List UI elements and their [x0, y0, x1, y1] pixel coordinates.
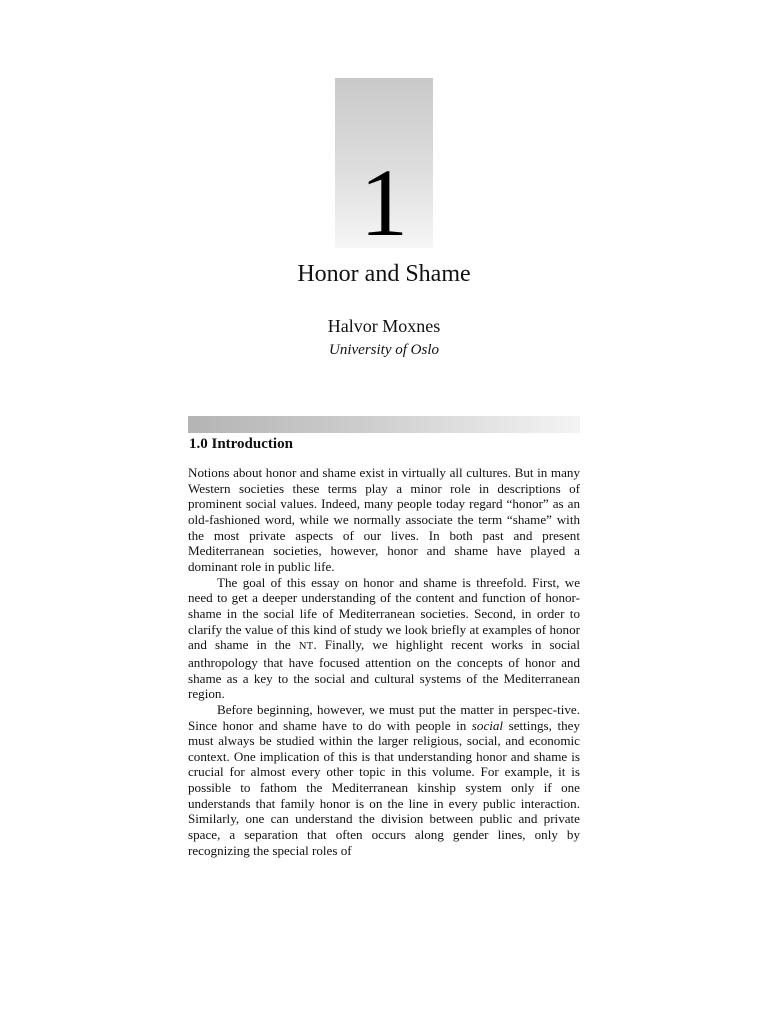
- nt-abbreviation: NT: [298, 641, 314, 653]
- paragraph-3-text-b: settings, they must always be studied within the larger religious, social, and economic context. One implication of this is that understanding honor and shame is crucial for almost every other topic in this volume. For example, it is possible to fathom the Mediterranean kinship system only if one understands that family honor is on the line in every public interaction. Similarly, one can understand the division between public and private space, a separation that often occurs along gender lines, only by recognizing the special roles of: [188, 717, 580, 858]
- emphasized-word: social: [471, 717, 504, 733]
- author-affiliation: University of Oslo: [329, 342, 439, 358]
- paragraph-2: [188, 575, 580, 702]
- author-name: Halvor Moxnes: [327, 316, 441, 336]
- chapter-number: 1: [360, 149, 408, 256]
- paragraph-1: [188, 465, 580, 575]
- paragraph-2-text-a: The goal of this essay on honor and shame is threefold. First, we need to get a deeper understanding of the content and function of honor-shame in the social life of Mediterranean societies. Second, in order to clarify the value of this kind of study we look briefly at examples of honor and shame in the: [188, 574, 580, 653]
- body-text: [188, 465, 580, 858]
- paragraph-2-text-b: . Finally, we highlight recent works in social anthropology that have focused attention on the concepts of honor and shame as a key to the social and cultural systems of the Mediterranean region.: [188, 637, 580, 702]
- paragraph-3: [188, 702, 580, 859]
- section-heading: 1.0 Introduction: [189, 436, 293, 452]
- section-divider-bar: [188, 416, 580, 433]
- paragraph-3-text-a: Before beginning, however, we must put the matter in perspec-tive. Since honor and shame have to do with people in: [188, 701, 580, 733]
- paragraph-1-text: Notions about honor and shame exist in virtually all cultures. But in many Western societies these terms play a minor role in descriptions of prominent social values. Indeed, many people today regard “honor” as an old-fashioned word, while we normally associate the term “shame” with the most private aspects of our lives. In both past and present Mediterranean societies, however, honor and shame have played a dominant role in public life.: [188, 465, 580, 574]
- chapter-title: Honor and Shame: [297, 261, 471, 287]
